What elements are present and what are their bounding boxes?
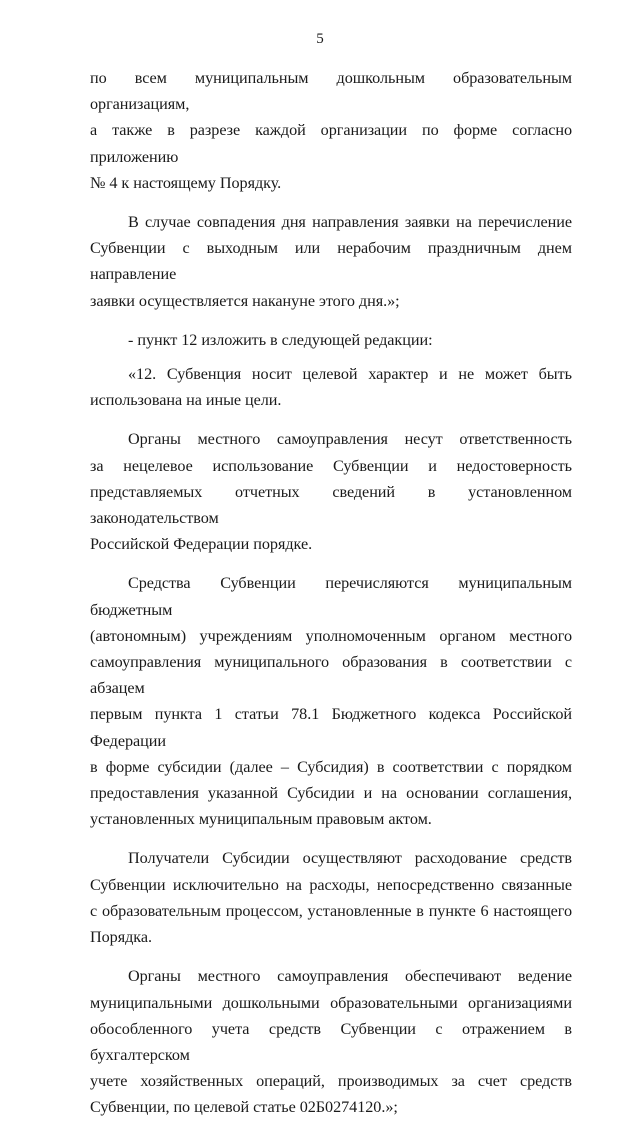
- paragraph-3: [90, 327, 572, 353]
- text-line: за нецелевое использование Субвенции и недостоверность: [90, 456, 572, 475]
- paragraph-6: [90, 570, 572, 832]
- paragraph-8: [90, 963, 572, 1120]
- text-line: - пункт 12 изложить в следующей редакции:: [128, 330, 433, 349]
- text-line: № 4 к настоящему Порядку.: [90, 173, 282, 192]
- text-line: В случае совпадения дня направления заявки на перечисление: [128, 213, 572, 232]
- text-line: Получатели Субсидии осуществляют расходование средств: [128, 849, 572, 868]
- text-line: представляемых отчетных сведений в установленном законодательством: [90, 482, 572, 528]
- text-line: по всем муниципальным дошкольным образовательным организациям,: [90, 69, 572, 114]
- text-line: использована на иные цели.: [90, 391, 282, 410]
- text-line: муниципальными дошкольными образовательными организациями: [90, 993, 572, 1012]
- text-line: а также в разрезе каждой организации по форме согласно приложению: [90, 121, 572, 166]
- text-line: Средства Субвенции перечисляются муниципальным бюджетным: [90, 574, 572, 619]
- text-line: заявки осуществляется накануне этого дня.»;: [90, 291, 400, 310]
- text-line: с образовательным процессом, установленные в пункте 6 настоящего: [90, 901, 572, 920]
- text-line: Органы местного самоуправления обеспечивают ведение: [128, 967, 572, 986]
- text-line: в форме субсидии (далее – Субсидия) в соответствии с порядком: [90, 757, 572, 776]
- text-line: установленных муниципальным правовым актом.: [90, 810, 432, 829]
- text-line: самоуправления муниципального образования в соответствии с абзацем: [90, 653, 572, 698]
- text-line: Субвенции, по целевой статье 02Б0274120.»;: [90, 1098, 398, 1117]
- text-line: Органы местного самоуправления несут ответственность: [128, 430, 572, 449]
- text-line: Субвенции с выходным или нерабочим праздничным днем направление: [90, 239, 572, 284]
- text-line: Российской Федерации порядке.: [90, 535, 313, 554]
- text-line: Порядка.: [90, 928, 153, 947]
- text-line: (автономным) учреждениям уполномоченным органом местного: [90, 626, 572, 645]
- text-line: учете хозяйственных операций, производимых за счет средств: [90, 1072, 572, 1091]
- text-line: «12. Субвенция носит целевой характер и не может быть: [128, 365, 572, 384]
- page-number: 5: [316, 31, 324, 47]
- paragraph-2: [90, 209, 572, 314]
- paragraph-1: [90, 65, 572, 196]
- text-line: первым пункта 1 статьи 78.1 Бюджетного кодекса Российской Федерации: [90, 705, 572, 750]
- text-line: обособленного учета средств Субвенции с отражением в бухгалтерском: [90, 1019, 572, 1064]
- document-body: [90, 65, 572, 1121]
- paragraph-4: [90, 361, 572, 413]
- paragraph-7: [90, 845, 572, 950]
- paragraph-5: [90, 426, 572, 557]
- text-line: предоставления указанной Субсидии и на основании соглашения,: [90, 784, 572, 803]
- text-line: Субвенции исключительно на расходы, непосредственно связанные: [90, 875, 572, 894]
